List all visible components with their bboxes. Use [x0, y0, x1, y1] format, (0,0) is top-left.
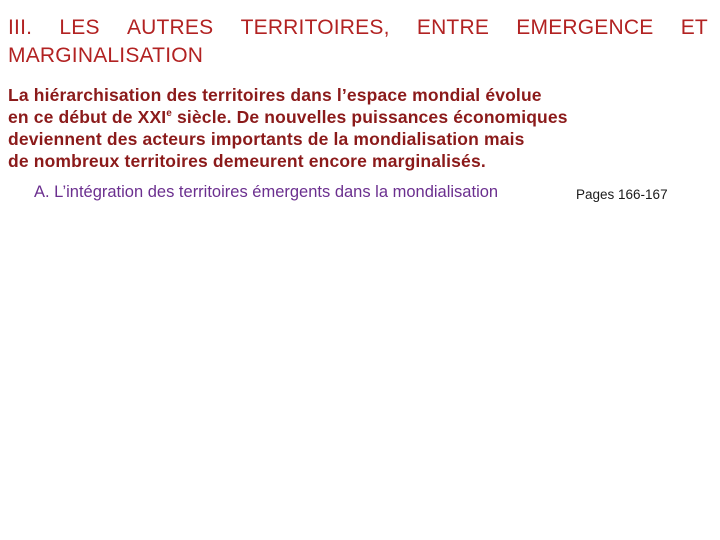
intro-text: siècle. De nouvelles puissances économiques — [172, 107, 568, 127]
page-reference: Pages 166-167 — [576, 187, 668, 202]
title-word: LES — [59, 16, 100, 39]
intro-paragraph — [8, 84, 588, 172]
title-word: TERRITOIRES, — [240, 16, 390, 39]
section-title — [8, 14, 708, 70]
intro-text: en ce début de XXI — [8, 107, 167, 127]
intro-line — [8, 106, 588, 128]
subsection-heading: A. L’intégration des territoires émergents dans la mondialisation — [34, 183, 499, 201]
title-word: ENTRE — [416, 16, 490, 39]
century-superscript: e — [166, 108, 173, 120]
section-title-line-2: MARGINALISATION — [8, 44, 204, 67]
title-word: AUTRES — [126, 16, 214, 39]
title-word: III. — [8, 16, 33, 39]
intro-line: de nombreux territoires demeurent encore marginalisés. — [8, 151, 486, 171]
title-word: ET — [680, 16, 708, 39]
section-title-line-1 — [8, 14, 708, 42]
title-word: EMERGENCE — [516, 16, 654, 39]
intro-line: La hiérarchisation des territoires dans l’espace mondial évolue — [8, 85, 542, 105]
intro-line: deviennent des acteurs importants de la mondialisation mais — [8, 129, 525, 149]
